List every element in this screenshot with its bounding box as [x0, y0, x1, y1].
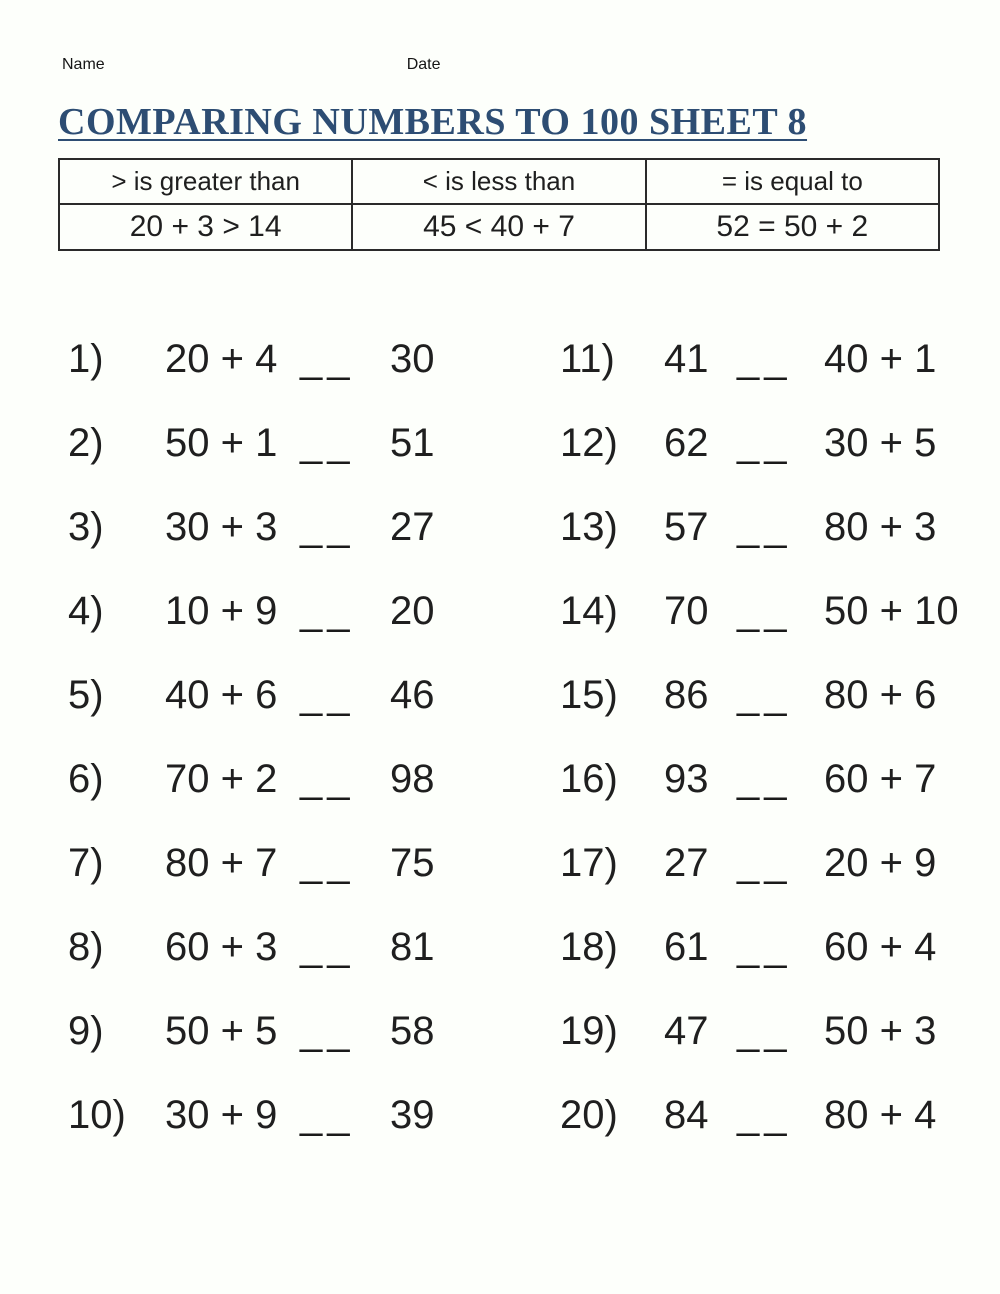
problem-row-14 — [560, 569, 1000, 653]
answer-blank[interactable]: __ — [300, 336, 355, 381]
problem-number: 11) — [560, 336, 615, 381]
problem-number: 1) — [68, 336, 104, 381]
answer-blank[interactable]: __ — [300, 1092, 355, 1137]
problem-right-operand: 50 + 10 — [824, 588, 959, 633]
problem-right-operand: 50 + 3 — [824, 1008, 937, 1053]
answer-blank[interactable]: __ — [300, 420, 355, 465]
problem-number: 10) — [68, 1092, 126, 1137]
problem-number: 6) — [68, 756, 104, 801]
problem-left-operand: 80 + 7 — [165, 840, 278, 885]
problem-number: 12) — [560, 420, 618, 465]
problem-left-operand: 57 — [664, 504, 709, 549]
problem-row-3 — [60, 485, 560, 569]
legend-examples-row — [59, 204, 939, 250]
answer-blank[interactable]: __ — [737, 588, 792, 633]
problem-right-operand: 40 + 1 — [824, 336, 937, 381]
legend-less-than-definition: < is less than — [352, 159, 645, 204]
problem-row-4 — [60, 569, 560, 653]
problem-number: 15) — [560, 672, 618, 717]
answer-blank[interactable]: __ — [737, 672, 792, 717]
answer-blank[interactable]: __ — [737, 336, 792, 381]
answer-blank[interactable]: __ — [737, 756, 792, 801]
answer-blank[interactable]: __ — [300, 588, 355, 633]
legend-less-than-example: 45 < 40 + 7 — [352, 204, 645, 250]
legend-greater-than-definition: > is greater than — [59, 159, 352, 204]
problem-row-6 — [60, 737, 560, 821]
problem-left-operand: 47 — [664, 1008, 709, 1053]
problem-right-operand: 20 — [390, 588, 435, 633]
problem-left-operand: 84 — [664, 1092, 709, 1137]
answer-blank[interactable]: __ — [737, 1008, 792, 1053]
problem-row-8 — [60, 905, 560, 989]
answer-blank[interactable]: __ — [737, 1092, 792, 1137]
answer-blank[interactable]: __ — [300, 1008, 355, 1053]
problem-right-operand: 58 — [390, 1008, 435, 1053]
problem-number: 17) — [560, 840, 618, 885]
page-title: COMPARING NUMBERS TO 100 SHEET 8 — [58, 101, 808, 143]
problem-number: 4) — [68, 588, 104, 633]
problem-number: 13) — [560, 504, 618, 549]
problem-right-operand: 20 + 9 — [824, 840, 937, 885]
problem-left-operand: 61 — [664, 924, 709, 969]
legend-definitions-row — [59, 159, 939, 204]
problem-left-operand: 20 + 4 — [165, 336, 278, 381]
name-label: Name — [62, 56, 105, 73]
problem-row-2 — [60, 401, 560, 485]
problem-left-operand: 10 + 9 — [165, 588, 278, 633]
problem-number: 20) — [560, 1092, 618, 1137]
meta-row — [0, 0, 1000, 74]
problem-right-operand: 80 + 6 — [824, 672, 937, 717]
problem-right-operand: 80 + 4 — [824, 1092, 937, 1137]
problem-left-operand: 27 — [664, 840, 709, 885]
problem-right-operand: 27 — [390, 504, 435, 549]
problem-row-18 — [560, 905, 1000, 989]
problem-right-operand: 75 — [390, 840, 435, 885]
problem-number: 7) — [68, 840, 104, 885]
problem-number: 3) — [68, 504, 104, 549]
answer-blank[interactable]: __ — [737, 420, 792, 465]
problem-row-5 — [60, 653, 560, 737]
problem-left-operand: 40 + 6 — [165, 672, 278, 717]
problem-row-7 — [60, 821, 560, 905]
problem-right-operand: 30 + 5 — [824, 420, 937, 465]
problem-row-20 — [560, 1073, 1000, 1157]
problem-left-operand: 60 + 3 — [165, 924, 278, 969]
problem-right-operand: 60 + 7 — [824, 756, 937, 801]
answer-blank[interactable]: __ — [737, 924, 792, 969]
problem-right-operand: 46 — [390, 672, 435, 717]
problem-number: 19) — [560, 1008, 618, 1053]
problem-left-operand: 62 — [664, 420, 709, 465]
problem-number: 9) — [68, 1008, 104, 1053]
problem-left-operand: 70 — [664, 588, 709, 633]
problem-left-operand: 50 + 5 — [165, 1008, 278, 1053]
problem-left-operand: 30 + 9 — [165, 1092, 278, 1137]
problems-column-right — [560, 317, 1000, 1157]
answer-blank[interactable]: __ — [300, 756, 355, 801]
problem-row-1 — [60, 317, 560, 401]
problem-number: 18) — [560, 924, 618, 969]
problem-row-10 — [60, 1073, 560, 1157]
problem-left-operand: 86 — [664, 672, 709, 717]
problems-area — [60, 317, 1000, 1157]
answer-blank[interactable]: __ — [300, 672, 355, 717]
problem-number: 2) — [68, 420, 104, 465]
problem-number: 8) — [68, 924, 104, 969]
problem-right-operand: 60 + 4 — [824, 924, 937, 969]
problem-row-15 — [560, 653, 1000, 737]
legend-greater-than-example: 20 + 3 > 14 — [59, 204, 352, 250]
problem-right-operand: 81 — [390, 924, 435, 969]
answer-blank[interactable]: __ — [737, 840, 792, 885]
problem-row-9 — [60, 989, 560, 1073]
problem-row-12 — [560, 401, 1000, 485]
legend-table — [58, 158, 940, 251]
problem-right-operand: 80 + 3 — [824, 504, 937, 549]
problem-number: 16) — [560, 756, 618, 801]
problem-left-operand: 70 + 2 — [165, 756, 278, 801]
answer-blank[interactable]: __ — [300, 840, 355, 885]
date-label: Date — [406, 56, 441, 73]
problem-row-11 — [560, 317, 1000, 401]
problem-row-13 — [560, 485, 1000, 569]
legend-equal-to-definition: = is equal to — [646, 159, 939, 204]
problems-column-left — [60, 317, 560, 1157]
problem-right-operand: 51 — [390, 420, 435, 465]
problem-left-operand: 30 + 3 — [165, 504, 278, 549]
problem-right-operand: 39 — [390, 1092, 435, 1137]
answer-blank[interactable]: __ — [737, 504, 792, 549]
problem-right-operand: 30 — [390, 336, 435, 381]
problem-left-operand: 50 + 1 — [165, 420, 278, 465]
problem-row-17 — [560, 821, 1000, 905]
problem-number: 14) — [560, 588, 618, 633]
problem-left-operand: 41 — [664, 336, 709, 381]
problem-left-operand: 93 — [664, 756, 709, 801]
answer-blank[interactable]: __ — [300, 504, 355, 549]
legend-equal-to-example: 52 = 50 + 2 — [646, 204, 939, 250]
problem-right-operand: 98 — [390, 756, 435, 801]
answer-blank[interactable]: __ — [300, 924, 355, 969]
problem-row-16 — [560, 737, 1000, 821]
problem-row-19 — [560, 989, 1000, 1073]
problem-number: 5) — [68, 672, 104, 717]
